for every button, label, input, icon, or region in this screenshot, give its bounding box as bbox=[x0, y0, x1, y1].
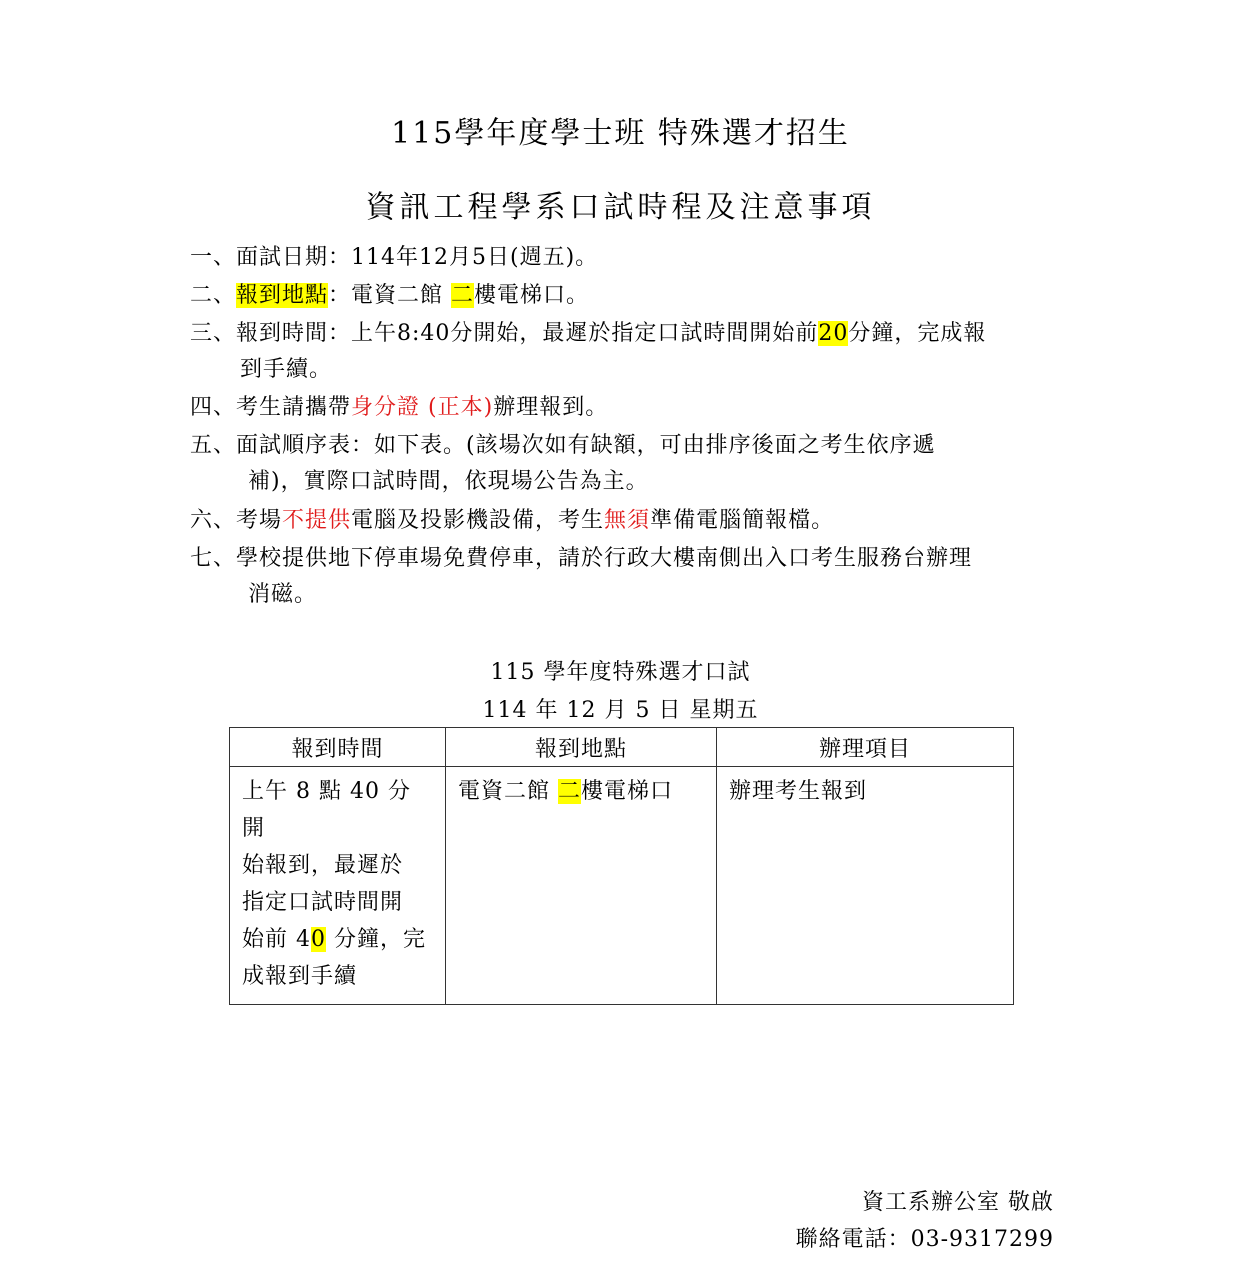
header-checkin-time: 報到時間 bbox=[230, 728, 446, 767]
item-text: 電腦及投影機設備，考生 bbox=[351, 508, 605, 533]
cell-text: 分鐘，完 bbox=[326, 927, 426, 952]
footer-phone: 聯絡電話：03-9317299 bbox=[795, 1227, 1054, 1252]
footer-office: 資工系辦公室 敬啟 bbox=[862, 1190, 1054, 1215]
document-subtitle: 資訊工程學系口試時程及注意事項 bbox=[365, 190, 876, 225]
highlight-text: 二 bbox=[558, 779, 582, 804]
cell-line: 指定口試時間開 bbox=[242, 890, 404, 915]
item-text: 三、報到時間：上午8:40分開始，最遲於指定口試時間開始前 bbox=[190, 321, 819, 346]
schedule-title: 115 學年度特殊選才口試 bbox=[490, 660, 751, 685]
item-checkin-time bbox=[190, 316, 986, 352]
cell-task: 辦理考生報到 bbox=[717, 767, 1014, 1005]
table-header-row bbox=[230, 728, 1014, 767]
red-text: 不提供 bbox=[282, 508, 352, 533]
header-task: 辦理項目 bbox=[717, 728, 1014, 767]
cell-line: 始報到，最遲於 bbox=[242, 853, 404, 878]
red-text: 無須 bbox=[604, 508, 651, 533]
cell-text: 樓電梯口 bbox=[581, 779, 674, 804]
highlight-text: 報到地點 bbox=[236, 283, 329, 308]
item-prefix: 二、 bbox=[190, 283, 237, 308]
cell-text: 電資二館 bbox=[458, 779, 558, 804]
item-id-card bbox=[190, 390, 608, 426]
item-interview-date: 一、面試日期：114年12月5日(週五)。 bbox=[190, 245, 599, 270]
item-checkin-location bbox=[190, 278, 589, 314]
item-text: 分鐘，完成報 bbox=[848, 321, 987, 346]
item-text: 六、考場 bbox=[190, 508, 283, 533]
item-continuation: 消磁。 bbox=[248, 582, 318, 607]
highlight-text: 0 bbox=[311, 927, 326, 952]
red-text: 身分證 (正本) bbox=[351, 395, 494, 420]
item-equipment bbox=[190, 503, 834, 539]
item-text: ：電資二館 bbox=[328, 283, 452, 308]
item-text: 準備電腦簡報檔。 bbox=[650, 508, 835, 533]
cell-line: 成報到手續 bbox=[242, 964, 358, 989]
cell-line: 上午 8 點 40 分開 bbox=[242, 779, 411, 841]
item-order-table: 五、面試順序表：如下表。(該場次如有缺額，可由排序後面之考生依序遞 bbox=[190, 433, 936, 458]
header-checkin-location: 報到地點 bbox=[446, 728, 717, 767]
highlight-text: 二 bbox=[451, 283, 475, 308]
item-continuation: 到手續。 bbox=[240, 357, 333, 382]
highlight-text: 20 bbox=[818, 321, 849, 346]
schedule-table bbox=[229, 727, 1014, 1005]
item-text: 四、考生請攜帶 bbox=[190, 395, 352, 420]
table-row bbox=[230, 767, 1014, 1005]
item-text: 樓電梯口。 bbox=[474, 283, 590, 308]
cell-text: 始前 4 bbox=[242, 927, 311, 952]
item-continuation: 補)，實際口試時間，依現場公告為主。 bbox=[248, 469, 649, 494]
cell-line bbox=[242, 921, 433, 958]
document-title: 115學年度學士班 特殊選才招生 bbox=[391, 116, 850, 151]
schedule-date: 114 年 12 月 5 日 星期五 bbox=[482, 698, 759, 723]
item-text: 辦理報到。 bbox=[493, 395, 609, 420]
cell-checkin-location bbox=[446, 767, 717, 1005]
item-parking: 七、學校提供地下停車場免費停車，請於行政大樓南側出入口考生服務台辦理 bbox=[190, 546, 973, 571]
cell-checkin-time bbox=[230, 767, 446, 1005]
